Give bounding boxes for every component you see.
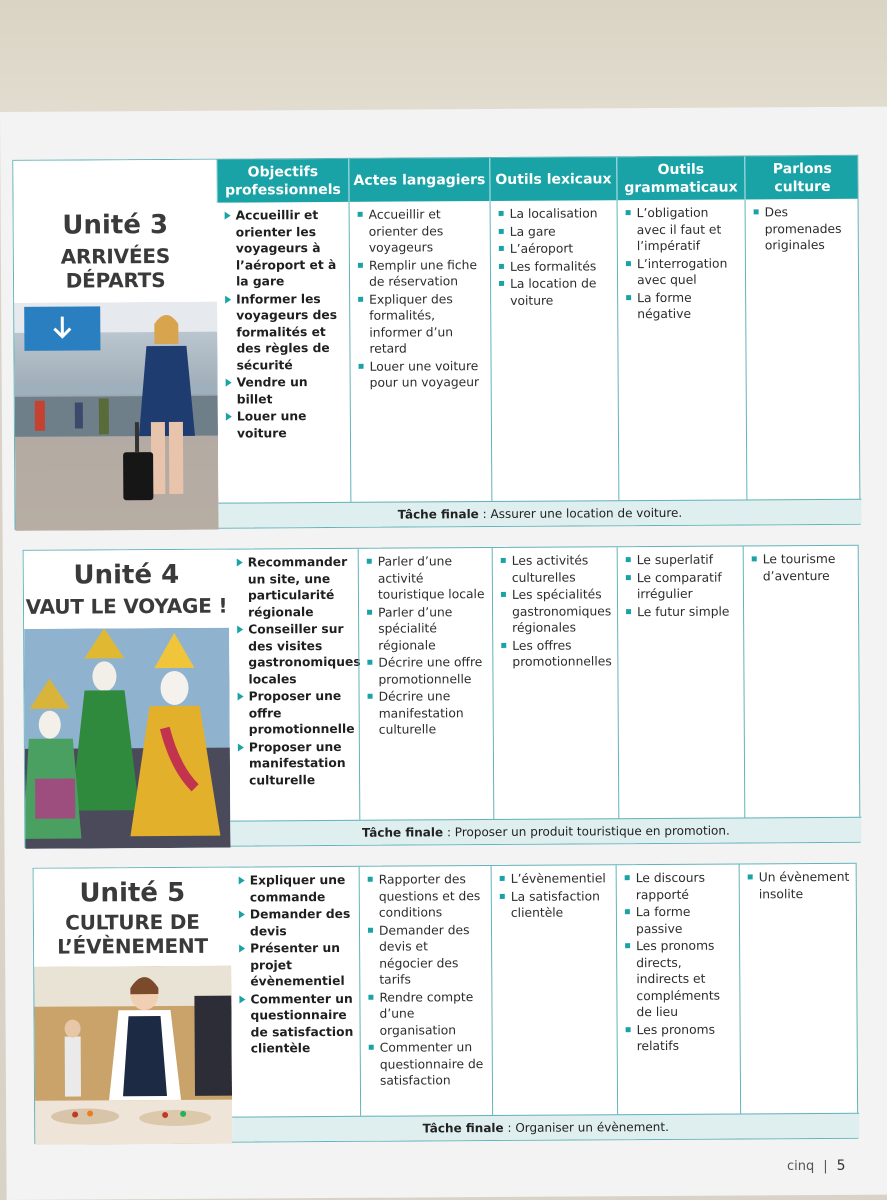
objectif-item: Louer une voiture — [226, 408, 344, 442]
unit-3-name: Unité 3 — [62, 209, 169, 241]
objectif-item: Commenter un questionnaire de satisfaction clientèle — [239, 990, 353, 1057]
grammar-item: Le comparatif irrégulier — [626, 569, 737, 603]
grammar-item: Les pronoms relatifs — [626, 1021, 734, 1055]
tache-label: Tâche finale — [422, 1120, 504, 1136]
unit-5-actes-column — [359, 866, 493, 1118]
unit-4-lexicaux-column — [492, 547, 619, 821]
header-grammaticaux: Outils grammaticaux — [616, 156, 744, 200]
unit-4-title-card — [24, 550, 229, 629]
grammar-item: L’obligation avec il faut et l’impératif — [626, 204, 739, 254]
unit-4-culture-column — [743, 546, 862, 820]
acte-item: Décrire une offre promotionnelle — [367, 654, 486, 688]
acte-item: Parler d’une activité touristique locale — [367, 553, 486, 603]
header-objectifs: Objectifs professionnels — [216, 159, 348, 203]
background-band — [0, 0, 887, 120]
carnival-masks-photo — [24, 628, 230, 849]
unit-4-objectifs-column — [229, 549, 360, 823]
page-number: 5 — [836, 1158, 846, 1174]
culture-item: Le tourisme d’aventure — [752, 551, 854, 585]
lexical-item: Les activités culturelles — [501, 552, 611, 586]
page-footer — [787, 1158, 846, 1174]
unit-3-title-card — [13, 160, 217, 303]
acte-item: Décrire une manifestation culturelle — [368, 688, 487, 738]
objectif-item: Proposer une manifestation culturelle — [238, 738, 353, 788]
page-number-word: cinq — [787, 1158, 815, 1174]
unit-5-name: Unité 5 — [79, 877, 186, 909]
acte-item: Demander des devis et négocier des tarifs — [368, 922, 485, 989]
tache-label: Tâche finale — [361, 825, 444, 840]
objectif-item: Demander des devis — [239, 906, 353, 940]
acte-item: Expliquer des formalités, informer d’un retard — [358, 291, 484, 358]
unit-5-block — [33, 863, 859, 1144]
objectif-item: Vendre un billet — [226, 374, 344, 408]
tache-label: Tâche finale — [397, 507, 479, 522]
lexical-item: La localisation — [499, 205, 611, 222]
objectif-item: Conseiller sur des visites gastronomiques locales — [237, 621, 352, 688]
grammar-item: La forme passive — [625, 904, 733, 938]
unit-3-subtitle-line-1: ARRIVÉES — [60, 243, 171, 269]
grammar-item: Les pronoms directs, indirects et compléments de lieu — [625, 938, 734, 1021]
unit-5-subtitle-line-1: CULTURE DE — [65, 909, 200, 935]
unit-5-objectifs-column — [231, 867, 361, 1119]
unit-5-culture-column — [739, 864, 860, 1116]
unit-5-grammaticaux-column — [616, 865, 741, 1117]
unit-5-lexicaux-column — [491, 865, 618, 1117]
acte-item: Commenter un questionnaire de satisfaction — [369, 1039, 486, 1089]
unit-4-name: Unité 4 — [73, 559, 180, 591]
unit-3-subtitle-line-2: DÉPARTS — [65, 267, 166, 293]
acte-item: Parler d’une spécialité régionale — [367, 604, 486, 654]
acte-item: Rapporter des questions et des conditions — [368, 871, 485, 921]
unit-3-culture-column — [745, 199, 862, 502]
acte-item: Louer une voiture pour un voyageur — [359, 358, 485, 392]
unit-4-subtitle-line-1: VAUT LE VOYAGE ! — [25, 593, 228, 619]
grammar-item: Le futur simple — [626, 603, 737, 620]
unit-3-block — [12, 155, 860, 530]
unit-4-block — [23, 545, 861, 848]
unit-5-subtitle-line-2: L’ÉVÈNEMENT — [57, 933, 209, 959]
grammar-item: Le superlatif — [626, 552, 737, 569]
lexical-item: Les formalités — [499, 258, 611, 275]
unit-3-objectifs-column — [217, 202, 351, 505]
objectif-item: Recommander un site, une particularité régionale — [237, 554, 352, 621]
acte-item: Accueillir et orienter des voyageurs — [358, 206, 484, 256]
textbook-page — [0, 107, 887, 1200]
lexical-item: La gare — [499, 223, 611, 240]
objectif-item: Présenter un projet évènementiel — [239, 940, 353, 990]
unit-5-tache-finale — [232, 1113, 859, 1142]
tache-text: : Assurer une location de voiture. — [478, 505, 683, 522]
tache-text: : Proposer un produit touristique en promotion. — [443, 823, 730, 840]
unit-3-actes-column — [349, 201, 492, 504]
objectif-item: Accueillir et orienter les voyageurs à l’aéroport et à la gare — [225, 207, 344, 290]
footer-separator: | — [823, 1158, 828, 1174]
tache-text: : Organiser un évènement. — [503, 1119, 669, 1135]
acte-item: Remplir une fiche de réservation — [358, 257, 484, 291]
grammar-item: L’interrogation avec quel — [626, 255, 739, 289]
header-actes: Actes langagiers — [348, 158, 489, 202]
objectif-item: Proposer une offre promotionnelle — [238, 688, 353, 738]
unit-5-title-card — [34, 868, 232, 967]
unit-3-grammaticaux-column — [617, 199, 747, 502]
objectif-item: Informer les voyageurs des formalités et des règles de sécurité — [225, 290, 344, 373]
unit-4-actes-column — [358, 548, 494, 822]
lexical-item: Les offres promotionnelles — [501, 637, 611, 671]
unit-4-grammaticaux-column — [617, 546, 745, 820]
acte-item: Rendre compte d’une organisation — [368, 989, 485, 1039]
lexical-item: Les spécialités gastronomiques régionales — [501, 586, 611, 636]
unit-3-header-row — [216, 156, 857, 203]
unit-3-lexicaux-column — [490, 200, 619, 503]
lexical-item: La satisfaction clientèle — [500, 888, 610, 922]
event-waitress-photo — [34, 966, 232, 1145]
grammar-item: Le discours rapporté — [625, 870, 733, 904]
lexical-item: L’évènementiel — [500, 870, 610, 887]
unit-3-tache-finale — [218, 499, 861, 528]
header-culture: Parlons culture — [744, 156, 859, 200]
culture-item: Un évènement insolite — [748, 869, 852, 903]
objectif-item: Expliquer une commande — [239, 872, 353, 906]
lexical-item: La location de voiture — [499, 275, 611, 309]
airport-traveler-photo — [14, 302, 218, 531]
culture-item: Des promenades originales — [754, 204, 854, 254]
header-lexicaux: Outils lexicaux — [489, 157, 616, 201]
lexical-item: L’aéroport — [499, 240, 611, 257]
unit-4-tache-finale — [230, 817, 861, 846]
grammar-item: La forme négative — [626, 289, 739, 323]
